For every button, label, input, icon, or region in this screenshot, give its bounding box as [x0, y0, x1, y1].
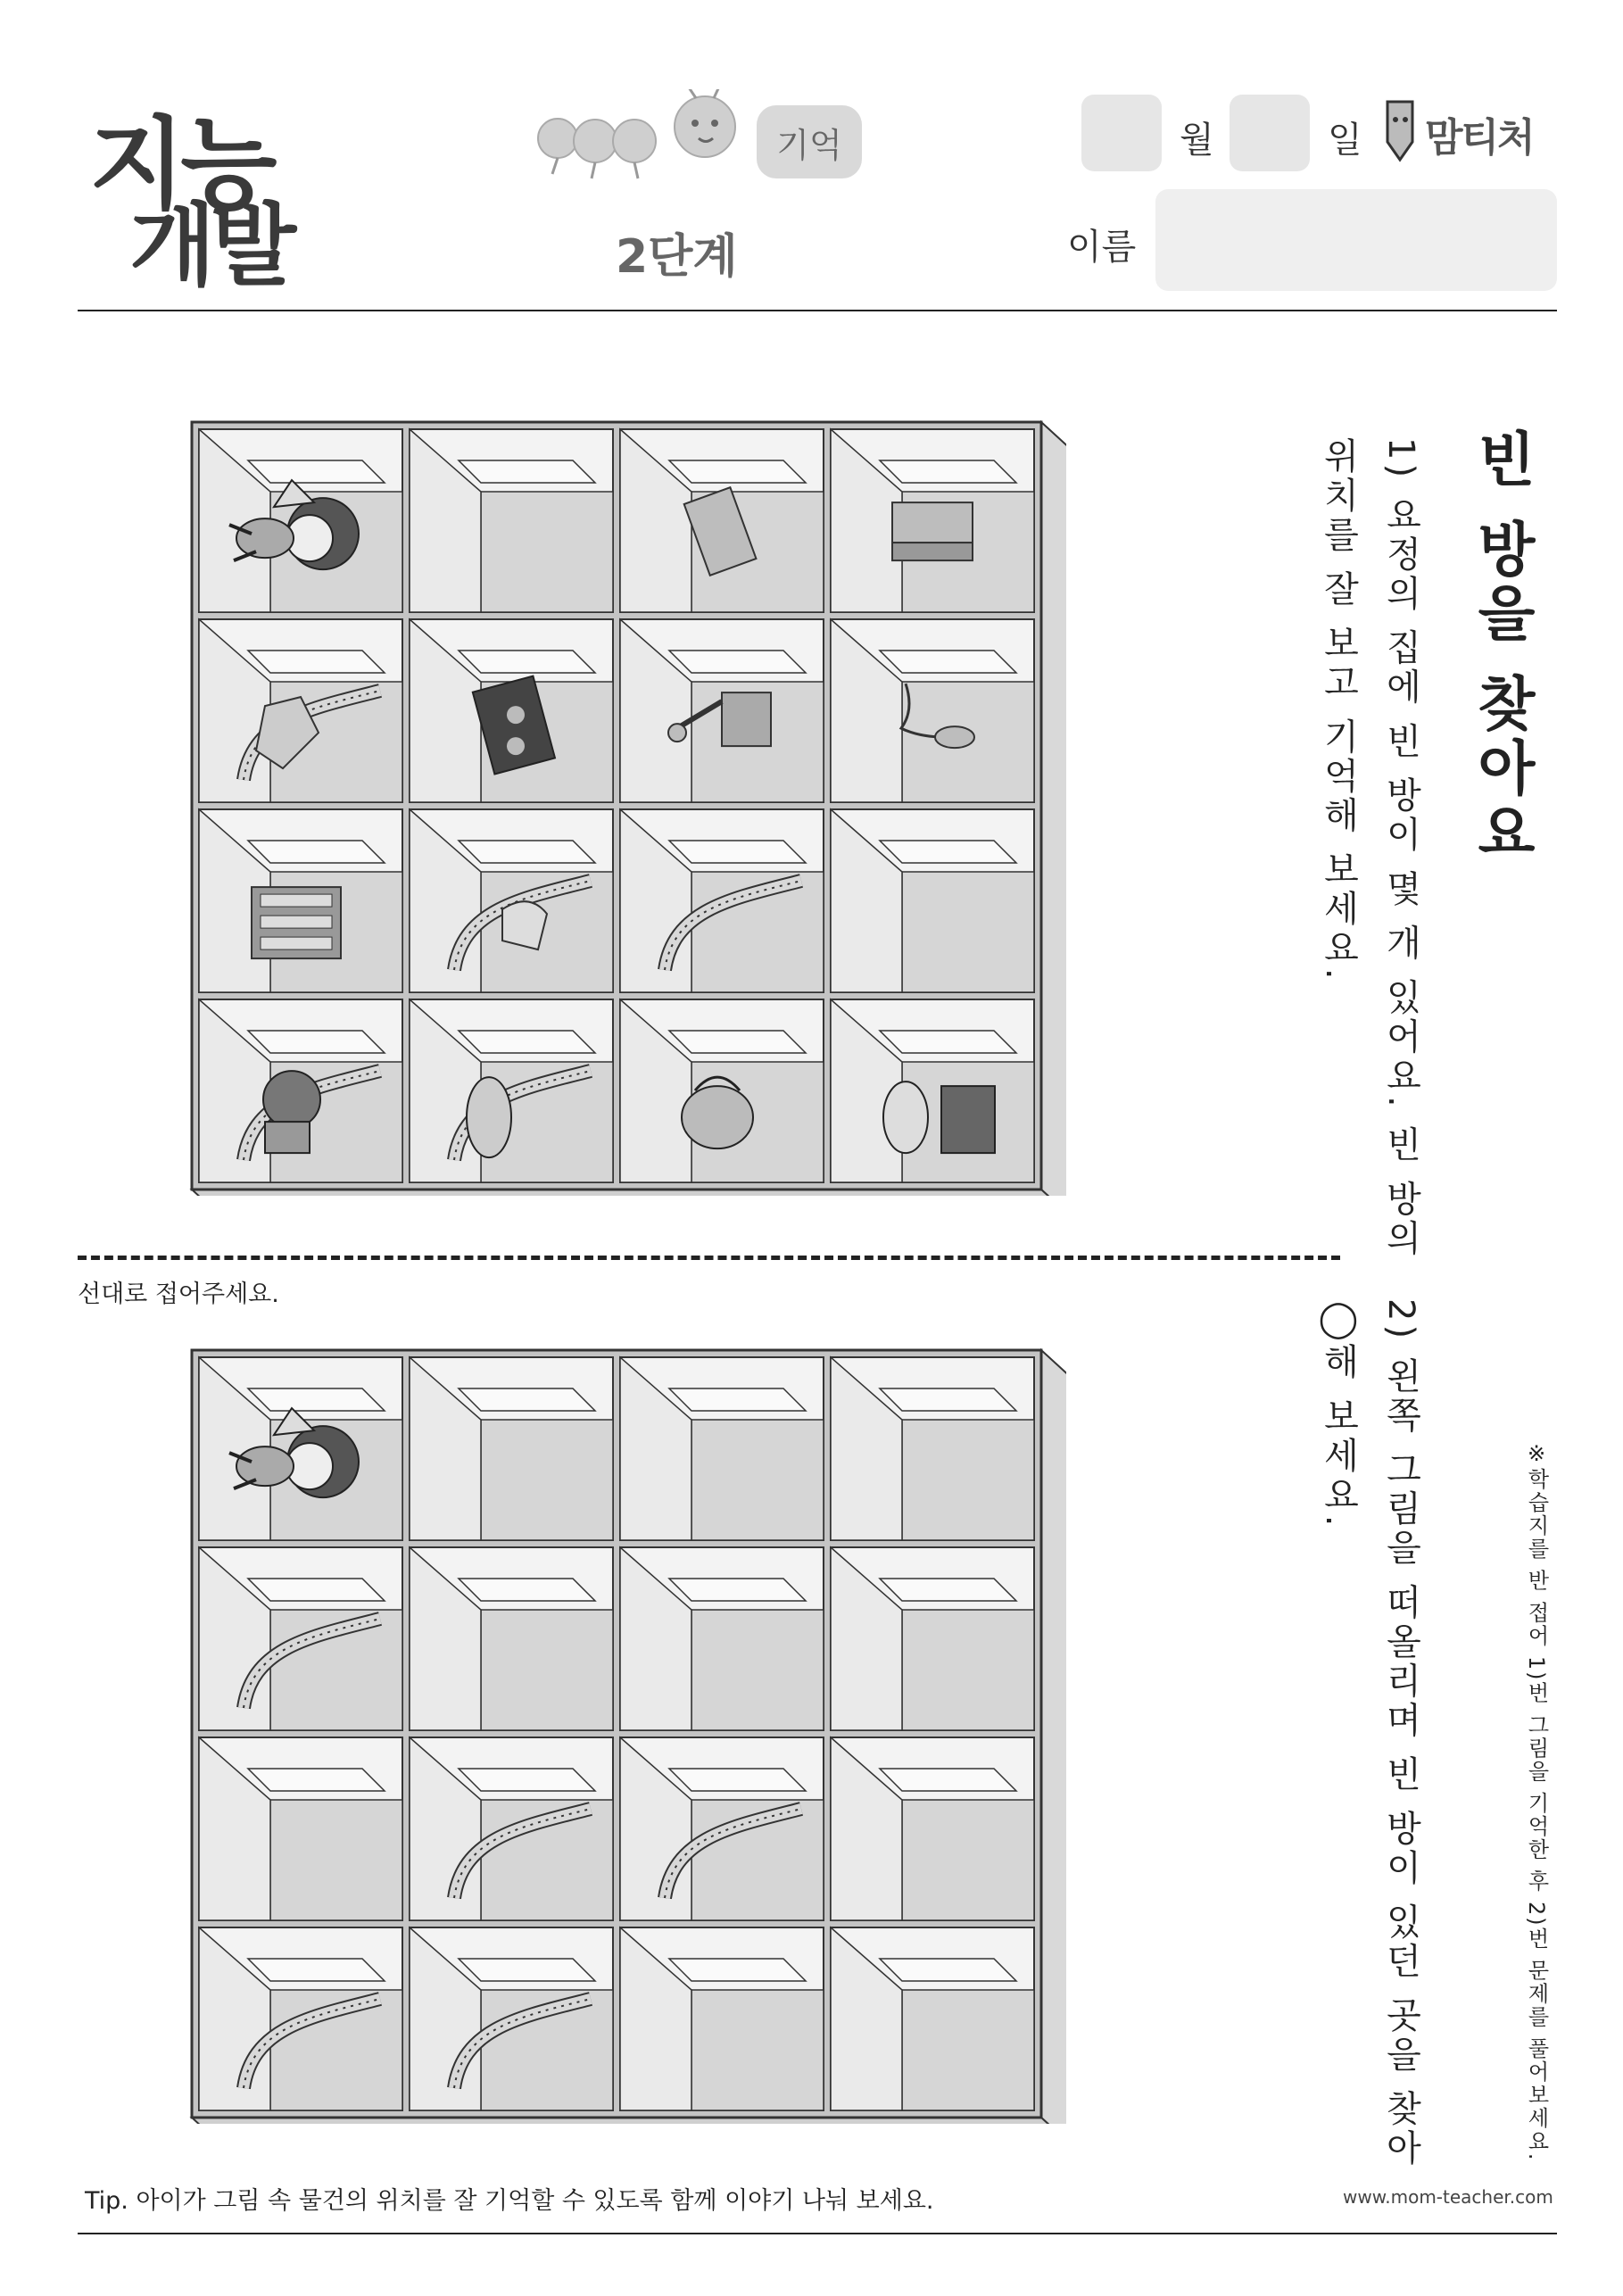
- caterpillar-icon: [531, 89, 763, 187]
- empty-room: [831, 1737, 1034, 1920]
- empty-room: [410, 1547, 613, 1730]
- empty-room: [620, 1927, 824, 2110]
- empty-room: [199, 1737, 402, 1920]
- fold-instruction: 선대로 접어주세요.: [78, 1281, 279, 1308]
- logo-line1: 지능: [89, 107, 272, 223]
- pencil-mascot-icon: [1379, 93, 1423, 164]
- room-fairy: [199, 1357, 402, 1540]
- building-side-wall: [1041, 422, 1066, 1196]
- name-label: 이름: [1067, 227, 1137, 268]
- category-badge: 기억: [757, 105, 862, 178]
- mom-teacher-logo: [1379, 93, 1566, 164]
- empty-room: [831, 809, 1034, 992]
- room-stairs: [410, 1927, 613, 2110]
- room-stairs-dress: [199, 619, 402, 802]
- fold-line: [78, 1256, 1340, 1260]
- jineung-gaebal-logo: [89, 85, 330, 298]
- month-label: 월: [1180, 120, 1214, 161]
- empty-room: [620, 1547, 824, 1730]
- stage-label: 2단계: [616, 230, 738, 284]
- fairy-house-answer-picture: [187, 1343, 1066, 2124]
- header-divider: [78, 310, 1557, 311]
- room-stairs: [620, 809, 824, 992]
- empty-room: [410, 429, 613, 612]
- building-side-wall: [1041, 1350, 1066, 2124]
- room-scooter-basket: [620, 619, 824, 802]
- room-shoes-basket: [831, 999, 1034, 1182]
- room-hairdryer: [831, 619, 1034, 802]
- name-input[interactable]: [1155, 189, 1557, 291]
- day-label: 일: [1328, 120, 1362, 161]
- room-speaker: [410, 619, 613, 802]
- room-purse: [620, 999, 824, 1182]
- empty-room: [410, 1357, 613, 1540]
- room-tablet: [620, 429, 824, 612]
- room-stairs: [199, 1927, 402, 2110]
- brand-name: 맘티처: [1425, 115, 1534, 161]
- room-fairy: [199, 429, 402, 612]
- empty-room: [620, 1357, 824, 1540]
- room-sewing-machine: [831, 429, 1034, 612]
- month-input[interactable]: [1081, 95, 1162, 171]
- fairy-house-memory-picture: [187, 415, 1066, 1196]
- website-url: www.mom-teacher.com: [1343, 2186, 1553, 2208]
- footer-divider: [78, 2233, 1557, 2234]
- day-input[interactable]: [1230, 95, 1310, 171]
- empty-room: [831, 1927, 1034, 2110]
- room-stairs: [199, 1547, 402, 1730]
- question1-line2: 위치를 잘 보고 기억해 보세요.: [1318, 437, 1359, 983]
- room-stairs: [410, 1737, 613, 1920]
- room-stairs-brush: [410, 999, 613, 1182]
- room-stairs: [620, 1737, 824, 1920]
- question1-line1: 1) 요정의 집에 빈 방이 몇 개 있어요. 빈 방의: [1380, 437, 1421, 1259]
- logo-line2: 개발: [129, 194, 292, 298]
- room-stairs-flower-pot: [199, 999, 402, 1182]
- study-note: ※학습지를 반 접어 1)번 그림을 기억한 후 2)번 문제를 풀어보세요.: [1524, 1441, 1549, 2162]
- question2-line1: 2) 왼쪽 그림을 떠올리며 빈 방이 있던 곳을 찾아: [1380, 1298, 1421, 2168]
- empty-room: [831, 1547, 1034, 1730]
- empty-room: [831, 1357, 1034, 1540]
- question2-line2: ◯해 보세요.: [1318, 1298, 1359, 1530]
- room-stairs-watering-can: [410, 809, 613, 992]
- worksheet-title: 빈 방을 찾아요: [1467, 428, 1536, 866]
- tip-text: Tip. 아이가 그림 속 물건의 위치를 잘 기억할 수 있도록 함께 이야기 나눠 보세요.: [85, 2187, 934, 2215]
- empty-room: [199, 809, 402, 992]
